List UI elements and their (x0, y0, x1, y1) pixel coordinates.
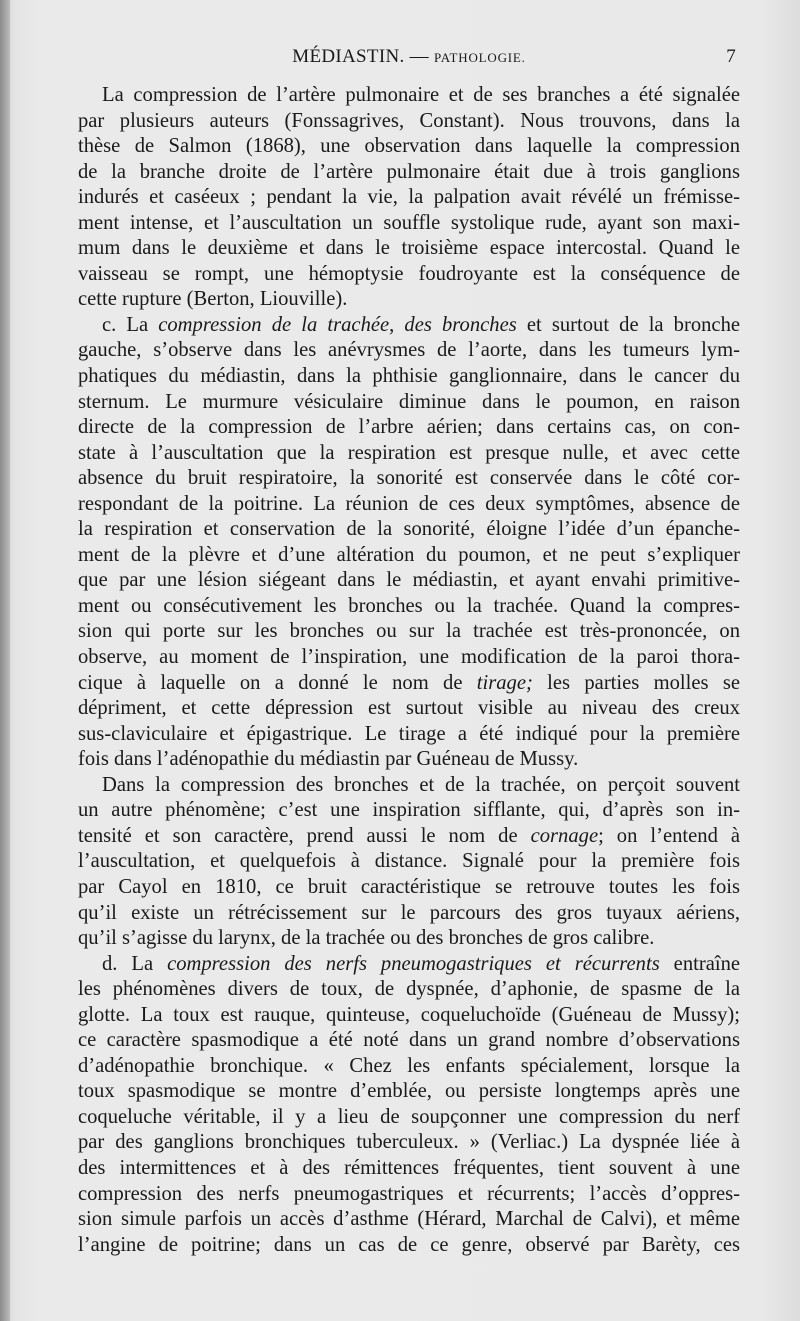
italic-term: compression des nerfs pneumogastriques et récurrents (167, 952, 660, 975)
text-line: indurés et caséeux ; pendant la vie, la palpation avait révélé un frémisse- (78, 186, 740, 209)
text-line: la respiration et conservation de la sonorité, éloigne l’idée d’un épanche- (78, 518, 740, 541)
text-line: thèse de Salmon (1868), une observation dans laquelle la compression (78, 135, 740, 158)
text-line: phatiques du médiastin, dans la phthisie ganglionnaire, dans le cancer du (78, 365, 740, 388)
text-line: qu’il existe un rétrécissement sur le parcours des gros tuyaux aériens, (78, 901, 740, 924)
italic-term: des bronches (404, 313, 517, 336)
text-line: ment intense, et l’auscultation un souffle systolique rude, ayant son maxi- (78, 211, 740, 234)
text-segment: ; on l’entend à (598, 824, 741, 847)
text-line: coqueluche véritable, il y a lieu de soupçonner une compression du nerf (78, 1105, 740, 1128)
text-line: sion simule parfois un accès d’asthme (Hérard, Marchal de Calvi), et même (78, 1208, 740, 1231)
text-line: cette rupture (Berton, Liouville). (78, 288, 348, 311)
text-line: par plusieurs auteurs (Fonssagrives, Constant). Nous trouvons, dans la (78, 109, 740, 132)
text-line: ce caractère spasmodique a été noté dans un grand nombre d’observations (78, 1029, 740, 1052)
running-title (78, 46, 740, 68)
text-line: Dans la compression des bronches et de la trachée, on perçoit souvent (102, 773, 740, 796)
header-chapter: MÉDIASTIN. (292, 46, 405, 67)
text-line: l’auscultation, et quelquefois à distance. Signalé pour la première fois (78, 850, 740, 873)
text-line: state à l’auscultation que la respiration est presque nulle, et avec cette (78, 441, 740, 464)
text-line: glotte. La toux est rauque, quinteuse, coqueluchoïde (Guéneau de Mussy); (78, 1003, 740, 1026)
text-line (78, 671, 740, 697)
header-section: PATHOLOGIE. (433, 50, 526, 65)
text-line: absence du bruit respiratoire, la sonorité est conservée dans le côté cor- (78, 467, 740, 490)
text-line: des intermittences et à des rémittences fréquentes, tient souvent à une (78, 1156, 740, 1179)
text-line: que par une lésion siégeant dans le médiastin, et ayant envahi primitive- (78, 569, 740, 592)
text-segment: d. La (102, 952, 168, 975)
text-line: les phénomènes divers de toux, de dyspnée, d’aphonie, de spasme de la (78, 978, 740, 1001)
text-line: de la branche droite de l’artère pulmonaire était due à trois ganglions (78, 160, 740, 183)
text-segment: c. La (102, 313, 159, 336)
text-line: sus-claviculaire et épigastrique. Le tirage a été indiqué pour la première (78, 722, 740, 745)
text-line: un autre phénomène; c’est une inspiration sifflante, qui, d’après son in- (78, 799, 740, 822)
text-line: fois dans l’adénopathie du médiastin par Guéneau de Mussy. (78, 748, 579, 771)
text-segment: les parties molles se (532, 671, 740, 694)
text-segment: entraîne (659, 952, 741, 975)
page-binding-edge (0, 0, 10, 1321)
text-line (78, 824, 740, 850)
text-line: d’adénopathie bronchique. « Chez les enfants spécialement, lorsque la (78, 1054, 740, 1077)
text-segment: , (389, 313, 405, 336)
body-text (78, 83, 740, 1258)
text-line: ment de la plèvre et d’une altération du poumon, et ne peut s’expliquer (78, 543, 740, 566)
text-line: directe de la compression de l’arbre aérien; dans certains cas, on con- (78, 416, 740, 439)
text-segment: cique à laquelle on a donné le nom de (78, 671, 477, 694)
text-line: qu’il s’agisse du larynx, de la trachée ou des bronches de gros calibre. (78, 927, 655, 950)
text-line: observe, au moment de l’inspiration, une modification de la paroi thora- (78, 646, 740, 669)
text-line (78, 313, 740, 339)
text-line: La compression de l’artère pulmonaire et de ses branches a été signalée (102, 84, 740, 106)
text-line: sternum. Le murmure vésiculaire diminue dans le poumon, en raison (78, 390, 740, 413)
text-line: par des ganglions bronchiques tuberculeux. » (Verliac.) La dyspnée liée à (78, 1131, 740, 1154)
text-line: dépriment, et cette dépression est surtout visible au niveau des creux (78, 697, 740, 720)
text-line: toux spasmodique se montre d’emblée, ou persiste longtemps après une (78, 1080, 740, 1103)
italic-term: compression de la trachée (158, 313, 390, 336)
text-line: ment ou consécutivement les bronches ou la trachée. Quand la compres- (78, 594, 740, 617)
text-line: par Cayol en 1810, ce bruit caractéristique se retrouve toutes les fois (78, 875, 740, 898)
text-segment: tensité et son caractère, prend aussi le nom de (78, 824, 531, 847)
page-number: 7 (726, 46, 736, 67)
text-line: compression des nerfs pneumogastriques et récurrents; l’accès d’oppres- (78, 1182, 740, 1205)
italic-term: tirage; (476, 671, 533, 694)
text-line: mum dans le deuxième et dans le troisième espace intercostal. Quand le (78, 237, 740, 260)
text-line (78, 952, 740, 978)
text-line: l’angine de poitrine; dans un cas de ce genre, observé par Barèty, ces (78, 1233, 740, 1256)
header-dash: — (409, 46, 429, 67)
text-segment: et surtout de la bronche (516, 313, 741, 336)
italic-term: cornage (530, 824, 599, 847)
text-line: respondant de la poitrine. La réunion de ces deux symptômes, absence de (78, 492, 740, 515)
text-line: vaisseau se rompt, une hémoptysie foudroyante est la conséquence de (78, 262, 740, 285)
running-header (78, 46, 740, 76)
text-line: sion qui porte sur les bronches ou sur la trachée est très-prononcée, on (78, 620, 740, 643)
text-line: gauche, s’observe dans les anévrysmes de l’aorte, dans les tumeurs lym- (78, 339, 740, 362)
